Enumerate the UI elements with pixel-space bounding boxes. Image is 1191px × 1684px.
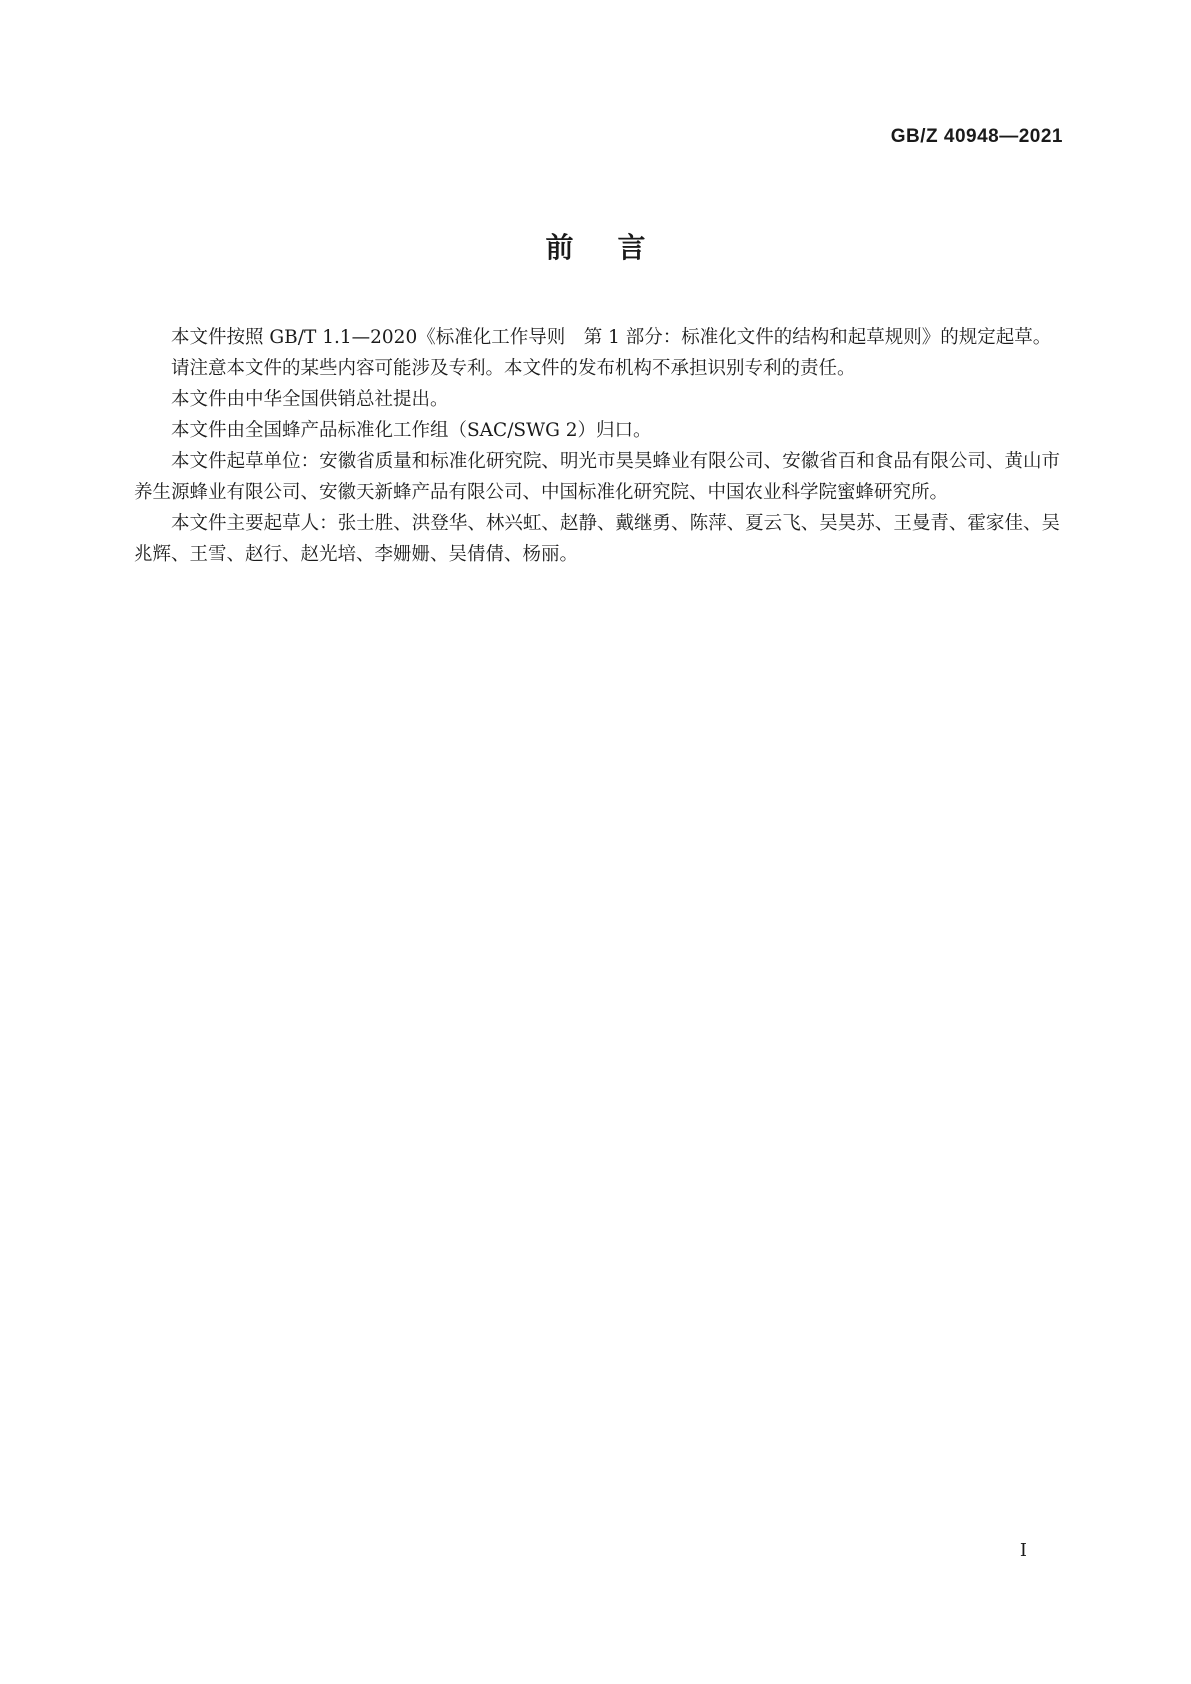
document-code: GB/Z 40948—2021 <box>890 126 1063 147</box>
page-number: I <box>1019 1540 1027 1561</box>
paragraph-proposer: 本文件由中华全国供销总社提出。 <box>171 389 449 410</box>
page-title: 前言 <box>545 231 690 264</box>
paragraph-drafters: 本文件主要起草人：张士胜、洪登华、林兴虹、赵静、戴继勇、陈萍、夏云飞、吴昊苏、王曼青、霍家佳、吴兆辉、王雪、赵行、赵光培、李姗姗、吴倩倩、杨丽。 <box>134 513 1060 565</box>
paragraph-drafting-rules: 本文件按照 GB/T 1.1—2020《标准化工作导则 第 1 部分：标准化文件的结构和起草规则》的规定起草。 <box>171 327 1052 348</box>
paragraph-drafting-units: 本文件起草单位：安徽省质量和标准化研究院、明光市昊昊蜂业有限公司、安徽省百和食品有限公司、黄山市养生源蜂业有限公司、安徽天新蜂产品有限公司、中国标准化研究院、中国农业科学院蜜蜂研究所。 <box>134 451 1060 503</box>
paragraph-technical-committee: 本文件由全国蜂产品标准化工作组（SAC/SWG 2）归口。 <box>171 420 652 441</box>
paragraph-patent-notice: 请注意本文件的某些内容可能涉及专利。本文件的发布机构不承担识别专利的责任。 <box>171 358 856 379</box>
foreword-body <box>134 322 1060 570</box>
